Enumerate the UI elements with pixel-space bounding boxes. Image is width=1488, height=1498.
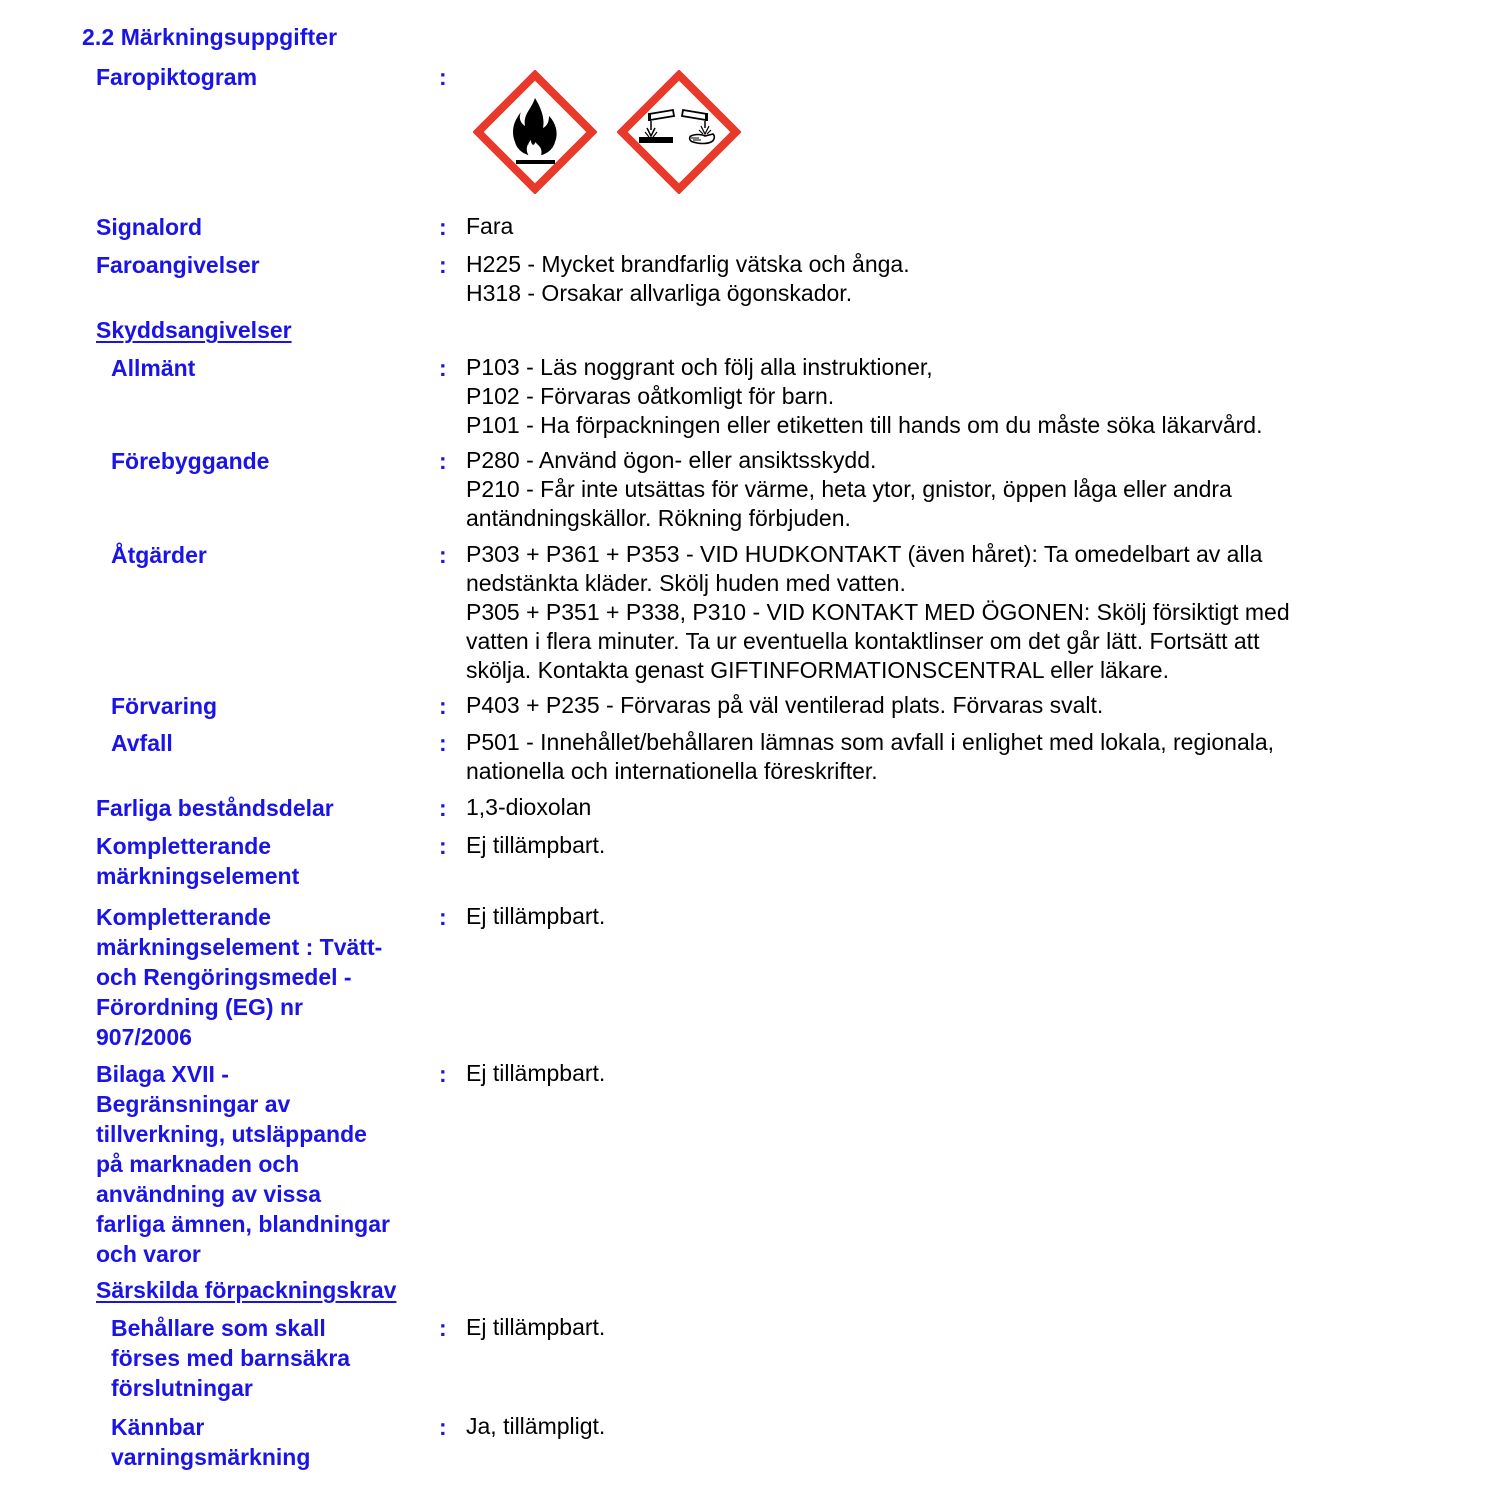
hazard-statements-value (466, 250, 1376, 308)
colon: : (439, 252, 447, 278)
precautionary-statement: skölja. Kontakta genast GIFTINFORMATIONSCENTRAL eller läkare. (466, 657, 1169, 683)
precautionary-statement: P103 - Läs noggrant och följ alla instruktioner, (466, 354, 933, 380)
colon: : (439, 730, 447, 756)
prevention-value (466, 446, 1376, 533)
corrosion-pictogram-icon (617, 70, 741, 194)
hazardous-components-value (466, 793, 1376, 822)
precautionary-statement: P403 + P235 - Förvaras på väl ventilerad plats. Förvaras svalt. (466, 692, 1104, 718)
child-resistant-value (466, 1313, 1376, 1342)
colon: : (439, 542, 447, 568)
colon: : (439, 795, 447, 821)
label-line: farliga ämnen, blandningar (96, 1211, 390, 1237)
precautionary-statement: vatten i flera minuter. Ta ur eventuella kontaktlinser om det går lätt. Fortsätt att (466, 628, 1260, 654)
precautionary-statement: P305 + P351 + P338, P310 - VID KONTAKT MED ÖGONEN: Skölj försiktigt med (466, 599, 1290, 625)
label-line: Behållare som skall (111, 1315, 326, 1341)
value-text: Ej tillämpbart. (466, 832, 606, 858)
colon: : (439, 1061, 447, 1087)
label-line: användning av vissa (96, 1181, 321, 1207)
storage-label: Förvaring (111, 693, 218, 719)
prevention-label: Förebyggande (111, 448, 270, 474)
signal-word-text: Fara (466, 213, 514, 239)
precautionary-statement: P210 - Får inte utsättas för värme, heta ytor, gnistor, öppen låga eller andra (466, 476, 1232, 502)
precautionary-statement: P303 + P361 + P353 - VID HUDKONTAKT (även håret): Ta omedelbart av alla (466, 541, 1263, 567)
label-line: och Rengöringsmedel - (96, 964, 352, 990)
section-title: 2.2 Märkningsuppgifter (82, 24, 338, 50)
precautionary-statements-heading: Skyddsangivelser (96, 317, 292, 343)
hazard-statement: H318 - Orsakar allvarliga ögonskador. (466, 280, 853, 306)
tactile-warning-label (111, 1412, 441, 1472)
response-label: Åtgärder (111, 542, 207, 568)
value-text: Ej tillämpbart. (466, 903, 606, 929)
colon: : (439, 1315, 447, 1341)
supplemental-detergents-label (96, 902, 426, 1052)
tactile-warning-value (466, 1412, 1376, 1441)
disposal-label: Avfall (111, 730, 173, 756)
supplemental-label-elements-label (96, 831, 426, 891)
label-line: märkningselement : Tvätt- (96, 934, 383, 960)
label-line: Begränsningar av (96, 1091, 291, 1117)
label-line: märkningselement (96, 863, 300, 889)
label-line: Kompletterande (96, 833, 272, 859)
label-line: tillverkning, utsläppande (96, 1121, 367, 1147)
supplemental-label-elements-value (466, 831, 1376, 860)
colon: : (439, 355, 447, 381)
general-label: Allmänt (111, 355, 196, 381)
packaging-requirements-heading: Särskilda förpackningskrav (96, 1277, 397, 1303)
pictogram-group (473, 70, 741, 194)
precautionary-statement: nationella och internationella föreskrifter. (466, 758, 878, 784)
value-text: Ja, tillämpligt. (466, 1413, 606, 1439)
colon: : (439, 214, 447, 240)
label-line: på marknaden och (96, 1151, 300, 1177)
general-value (466, 353, 1376, 440)
signal-word-value (466, 212, 1376, 241)
colon: : (439, 1414, 447, 1440)
precautionary-statement: P280 - Använd ögon- eller ansiktsskydd. (466, 447, 877, 473)
precautionary-statement: P102 - Förvaras oåtkomligt för barn. (466, 383, 835, 409)
label-line: Förordning (EG) nr (96, 994, 303, 1020)
label-line: varningsmärkning (111, 1444, 311, 1470)
label-line: förslutningar (111, 1375, 253, 1401)
colon: : (439, 904, 447, 930)
supplemental-detergents-value (466, 902, 1376, 931)
hazardous-component-text: 1,3-dioxolan (466, 794, 592, 820)
colon: : (439, 833, 447, 859)
colon: : (439, 693, 447, 719)
signal-word-label: Signalord (96, 214, 203, 240)
value-text: Ej tillämpbart. (466, 1060, 606, 1086)
storage-value (466, 691, 1376, 720)
annex-xvii-label (96, 1059, 426, 1269)
precautionary-statement: P501 - Innehållet/behållaren lämnas som avfall i enlighet med lokala, regionala, (466, 729, 1275, 755)
colon: : (439, 448, 447, 474)
precautionary-statement: antändningskällor. Rökning förbjuden. (466, 505, 851, 531)
response-value (466, 540, 1376, 685)
pictograms-label: Faropiktogram (96, 64, 258, 90)
disposal-value (466, 728, 1376, 786)
precautionary-statement: nedstänkta kläder. Skölj huden med vatten. (466, 570, 906, 596)
flame-pictogram-icon (473, 70, 597, 194)
label-line: Kännbar (111, 1414, 205, 1440)
label-line: förses med barnsäkra (111, 1345, 351, 1371)
label-line: Bilaga XVII - (96, 1061, 229, 1087)
precautionary-statement: P101 - Ha förpackningen eller etiketten till hands om du måste söka läkarvård. (466, 412, 1263, 438)
value-text: Ej tillämpbart. (466, 1314, 606, 1340)
label-line: och varor (96, 1241, 201, 1267)
hazard-statement: H225 - Mycket brandfarlig vätska och ånga. (466, 251, 910, 277)
hazardous-components-label: Farliga beståndsdelar (96, 795, 334, 821)
annex-xvii-value (466, 1059, 1376, 1088)
label-line: 907/2006 (96, 1024, 192, 1050)
child-resistant-label (111, 1313, 441, 1403)
label-line: Kompletterande (96, 904, 272, 930)
colon: : (439, 64, 447, 90)
hazard-statements-label: Faroangivelser (96, 252, 260, 278)
